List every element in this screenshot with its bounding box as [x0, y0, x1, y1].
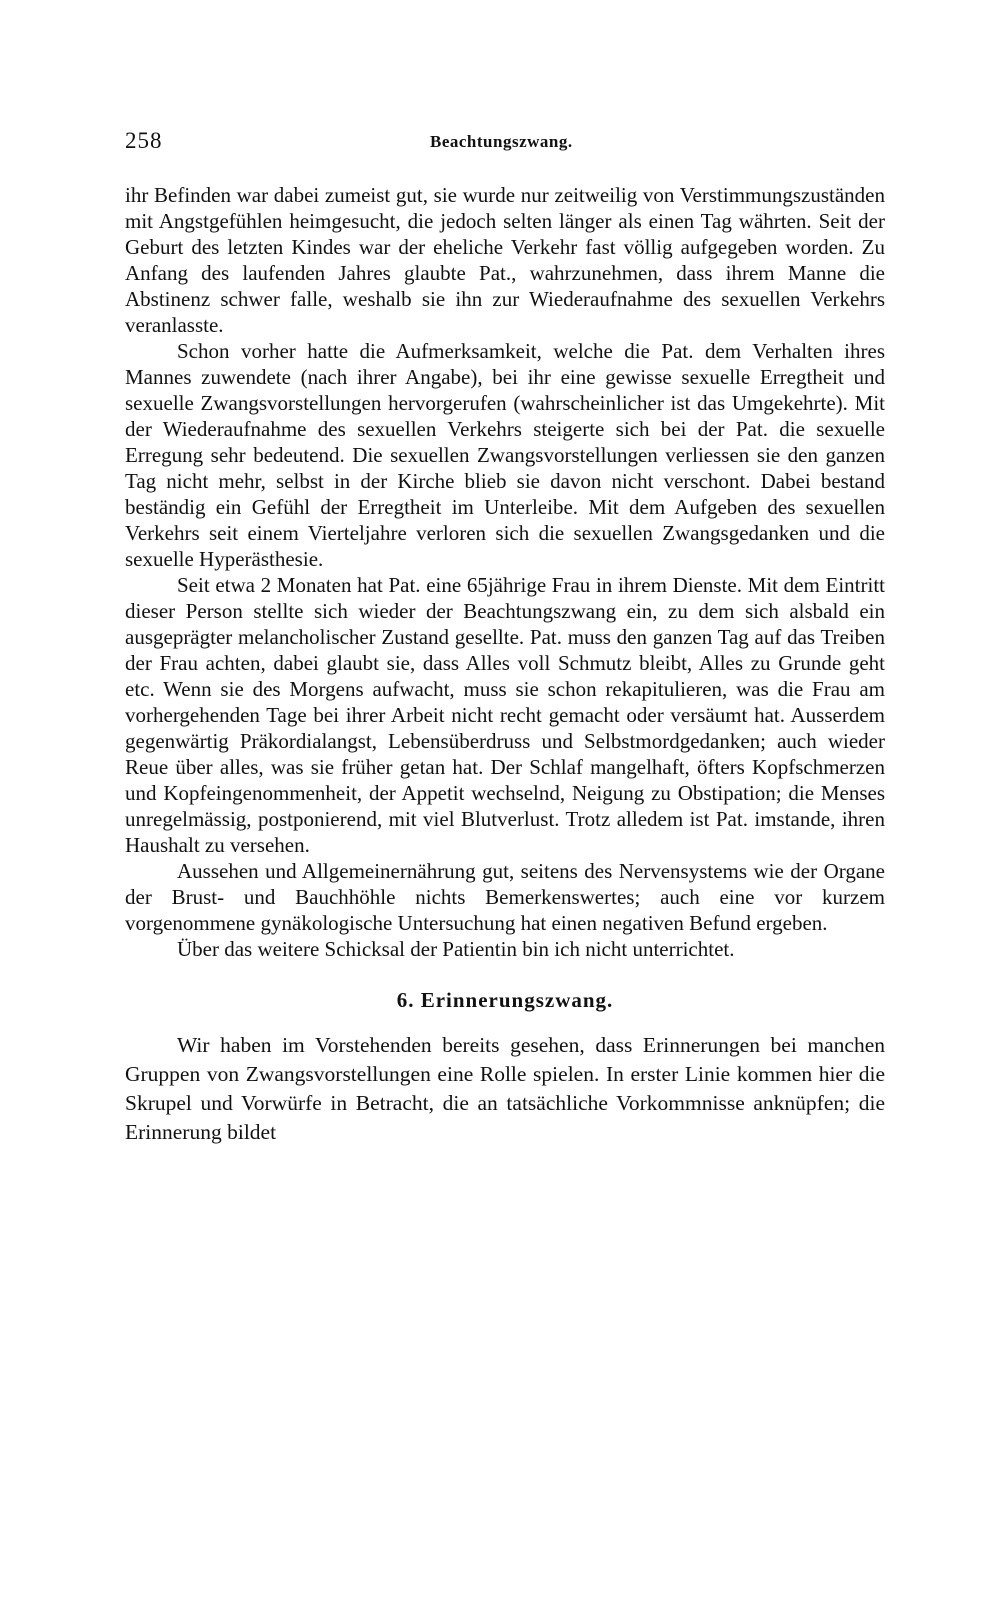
paragraph-continuation: ihr Befinden war dabei zumeist gut, sie wurde nur zeitweilig von Verstimmungszuständen mit Angstgefühlen heimgesucht, die jedoch selten länger als einen Tag währten. Seit der Geburt des letzten Kindes war der eheliche Verkehr fast völlig aufgegeben worden. Zu Anfang des laufenden Jahres glaubte Pat., wahrzunehmen, dass ihrem Manne die Abstinenz schwer falle, weshalb sie ihn zur Wiederaufnahme des sexuellen Verkehrs veranlasste.: [125, 183, 885, 337]
section-heading: 6. Erinnerungszwang.: [396, 988, 614, 1012]
book-page: [125, 0, 885, 1609]
paragraph: Schon vorher hatte die Aufmerksamkeit, welche die Pat. dem Verhalten ihres Mannes zuwendete (nach ihrer Angabe), bei ihr eine gewisse sexuelle Erregtheit und sexuelle Zwangsvorstellungen hervorgerufen (wahrscheinlicher ist das Umgekehrte). Mit der Wiederaufnahme des sexuellen Verkehrs steigerte sich bei der Pat. die sexuelle Erregung sehr bedeutend. Die sexuellen Zwangsvorstellungen verliessen sie den ganzen Tag nicht mehr, selbst in der Kirche blieb sie davon nicht verschont. Dabei bestand beständig ein Gefühl der Erregtheit im Unterleibe. Mit dem Aufgeben des sexuellen Verkehrs seit einem Vierteljahre verloren sich die sexuellen Zwangsgedanken und die sexuelle Hyperästhesie.: [125, 339, 885, 571]
running-head: [125, 128, 885, 162]
body-text: [125, 182, 885, 1147]
section-paragraph: Wir haben im Vorstehenden bereits gesehen, dass Erinnerungen bei manchen Gruppen von Zwangsvorstellungen eine Rolle spielen. In erster Linie kommen hier die Skrupel und Vorwürfe in Betracht, die an tatsächliche Vorkommnisse anknüpfen; die Erinnerung bildet: [125, 1033, 885, 1144]
running-title: Beachtungszwang.: [430, 132, 573, 151]
paragraph: Über das weitere Schicksal der Patientin bin ich nicht unterrichtet.: [177, 937, 735, 961]
page-number: 258: [125, 128, 163, 153]
paragraph: Aussehen und Allgemeinernährung gut, seitens des Nervensystems wie der Organe der Brust- und Bauchhöhle nichts Bemerkenswertes; auch eine vor kurzem vorgenommene gynäkologische Untersuchung hat einen negativen Befund ergeben.: [125, 859, 885, 935]
paragraph: Seit etwa 2 Monaten hat Pat. eine 65jährige Frau in ihrem Dienste. Mit dem Eintritt dieser Person stellte sich wieder der Beachtungszwang ein, zu dem sich alsbald ein ausgeprägter melancholischer Zustand gesellte. Pat. muss den ganzen Tag auf das Treiben der Frau achten, dabei glaubt sie, dass Alles voll Schmutz bleibt, Alles zu Grunde geht etc. Wenn sie des Morgens aufwacht, muss sie schon rekapitulieren, was die Frau am vorhergehenden Tage bei ihrer Arbeit nicht recht gemacht oder versäumt hat. Ausserdem gegenwärtig Präkordialangst, Lebensüberdruss und Selbstmordgedanken; auch wieder Reue über alles, was sie früher getan hat. Der Schlaf mangelhaft, öfters Kopfschmerzen und Kopfeingenommenheit, der Appetit wechselnd, Neigung zu Obstipation; die Menses unregelmässig, postponierend, mit viel Blutverlust. Trotz alledem ist Pat. imstande, ihren Haushalt zu versehen.: [125, 573, 885, 857]
